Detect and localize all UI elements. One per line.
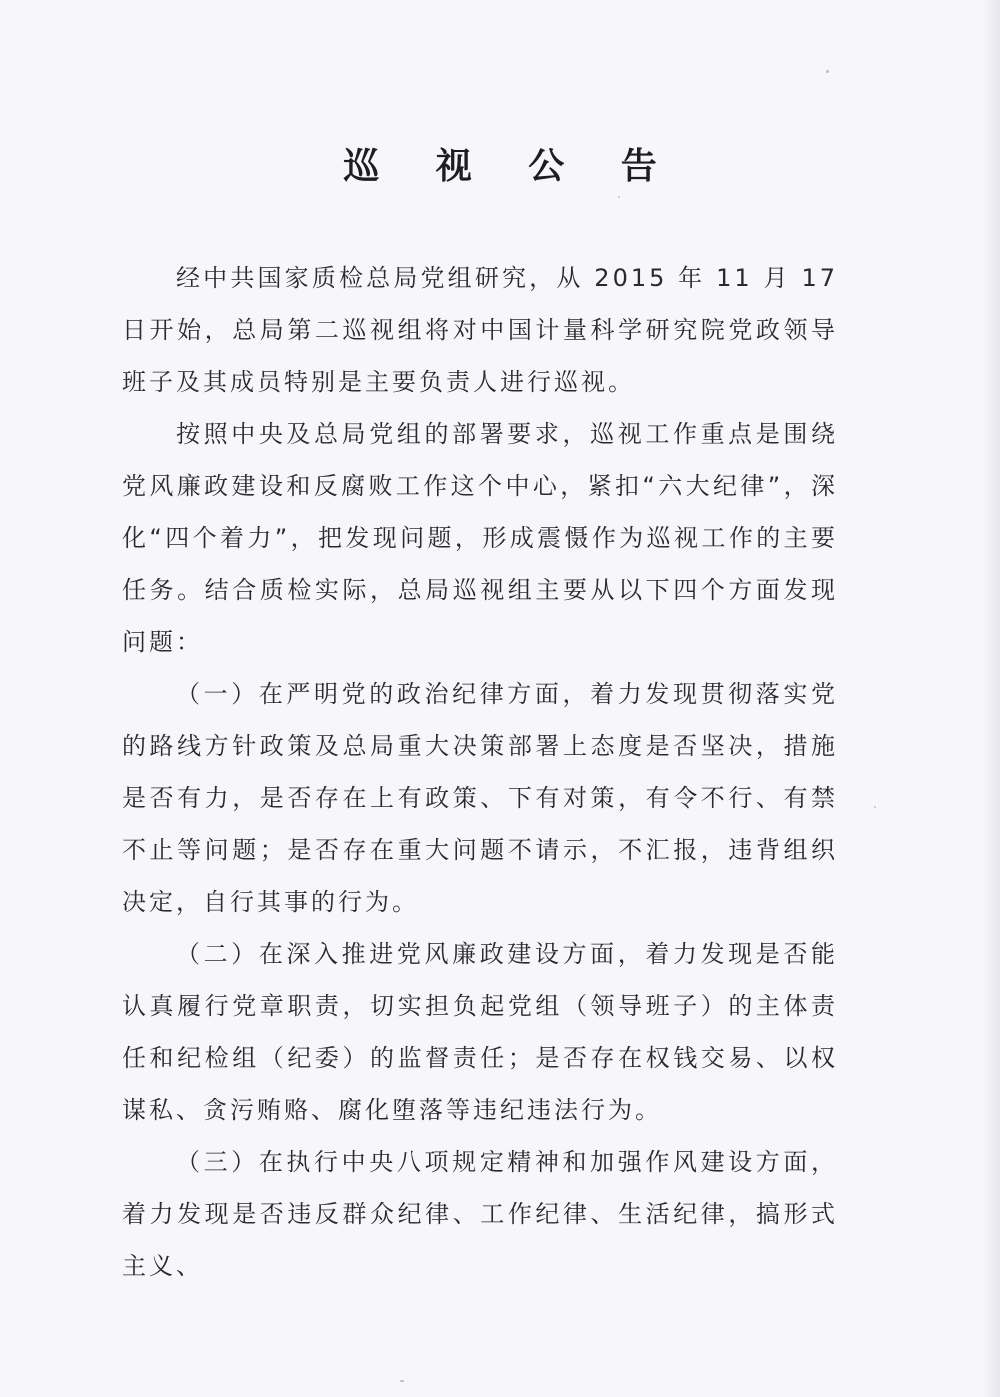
scan-speck bbox=[618, 196, 620, 198]
document-title: 巡 视 公 告 bbox=[343, 145, 679, 187]
scan-speck bbox=[400, 1380, 404, 1382]
paragraph-2: 按照中央及总局党组的部署要求，巡视工作重点是围绕党风廉政建设和反腐败工作这个中心，紧扣“六大纪律”，深化“四个着力”，把发现问题，形成震慑作为巡视工作的主要任务。结合质检实际，总局巡视组主要从以下四个方面发现问题： bbox=[122, 420, 838, 656]
scan-speck bbox=[826, 70, 829, 73]
paragraph-5: （三）在执行中央八项规定精神和加强作风建设方面，着力发现是否违反群众纪律、工作纪律、生活纪律，搞形式主义、 bbox=[122, 1148, 838, 1280]
paragraph-4: （二）在深入推进党风廉政建设方面，着力发现是否能认真履行党章职责，切实担负起党组（领导班子）的主体责任和纪检组（纪委）的监督责任；是否存在权钱交易、以权谋私、贪污贿赂、腐化堕落等违纪违法行为。 bbox=[122, 940, 838, 1124]
scan-speck bbox=[874, 806, 876, 808]
document-body bbox=[122, 252, 838, 1292]
scan-edge-shadow bbox=[982, 0, 1000, 1397]
paragraph-3: （一）在严明党的政治纪律方面，着力发现贯彻落实党的路线方针政策及总局重大决策部署上态度是否坚决，措施是否有力，是否存在上有政策、下有对策，有令不行、有禁不止等问题；是否存在重大问题不请示，不汇报，违背组织决定，自行其事的行为。 bbox=[122, 680, 838, 916]
paragraph-1: 经中共国家质检总局党组研究，从 2015 年 11 月 17 日开始，总局第二巡视组将对中国计量科学研究院党政领导班子及其成员特别是主要负责人进行巡视。 bbox=[122, 264, 838, 396]
